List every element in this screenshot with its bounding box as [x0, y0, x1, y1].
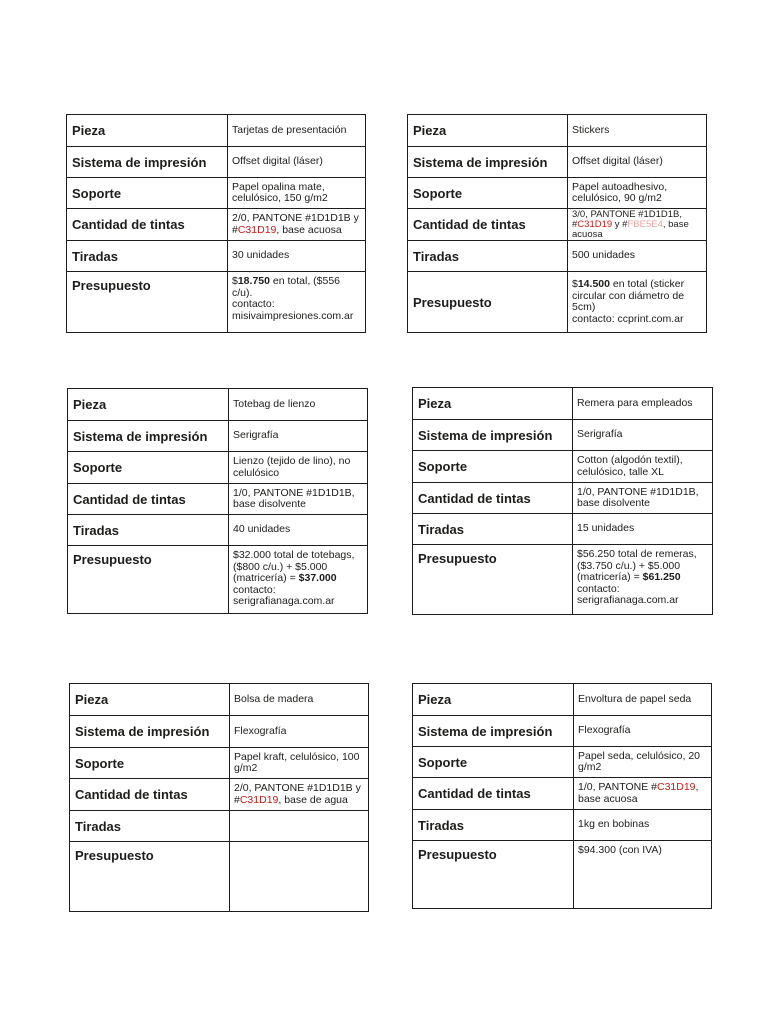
value-soporte: Lienzo (tejido de lino), no celulósico	[229, 452, 368, 484]
spec-card-tarjetas	[66, 114, 366, 333]
label-presupuesto: Presupuesto	[70, 842, 230, 912]
label-pieza: Pieza	[70, 684, 230, 716]
label-presupuesto: Presupuesto	[68, 546, 229, 614]
label-tintas: Cantidad de tintas	[413, 778, 574, 810]
tintas-text-end: , base acuosa	[572, 218, 689, 240]
value-soporte: Cotton (algodón textil), celulósico, talle XL	[573, 451, 713, 483]
pres-text: $56.250 total de remeras, ($3.750 c/u.) + $5.000 (matricería) =	[577, 548, 697, 583]
label-tiradas: Tiradas	[413, 810, 574, 841]
label-sistema: Sistema de impresión	[68, 421, 229, 452]
pres-contact: contacto: misivaimpresiones.com.ar	[232, 298, 354, 322]
row-tiradas	[413, 514, 713, 545]
spec-card-envoltura	[412, 683, 712, 909]
label-tintas: Cantidad de tintas	[413, 483, 573, 514]
pres-text-end: en total (sticker circular con diámetro de 5cm)	[572, 278, 685, 313]
value-soporte: Papel opalina mate, celulósico, 150 g/m2	[228, 178, 366, 209]
row-tiradas	[408, 241, 707, 272]
row-soporte	[413, 451, 713, 483]
tintas-faint-code: FBE5E4	[627, 218, 663, 230]
row-sistema	[413, 716, 712, 747]
tintas-red-code: C31D19	[239, 793, 279, 806]
label-presupuesto: Presupuesto	[67, 272, 228, 333]
value-presupuesto	[573, 545, 713, 615]
label-tiradas: Tiradas	[70, 811, 230, 842]
value-tiradas: 30 unidades	[228, 241, 366, 272]
row-sistema	[67, 147, 366, 178]
row-presupuesto	[408, 272, 707, 333]
row-pieza	[70, 684, 369, 716]
tintas-red-code: C31D19	[577, 218, 613, 230]
row-tiradas	[413, 810, 712, 841]
pres-text-end: en total, ($556 c/u).	[232, 275, 341, 299]
pres-amount: 14.500	[577, 278, 610, 290]
value-presupuesto	[568, 272, 707, 333]
row-sistema	[413, 420, 713, 451]
label-soporte: Soporte	[408, 178, 568, 209]
value-pieza: Remera para empleados	[573, 388, 713, 420]
spec-card-bolsa	[69, 683, 369, 912]
tintas-red-code: C31D19	[237, 223, 277, 236]
label-soporte: Soporte	[68, 452, 229, 484]
tintas-text-end: , base acuosa	[578, 781, 699, 805]
pres-text: $32.000 total de totebags, ($800 c/u.) + $5.000 (matricería) =	[233, 549, 355, 584]
value-tiradas: 500 unidades	[568, 241, 707, 272]
row-tintas	[68, 484, 368, 515]
label-tintas: Cantidad de tintas	[70, 779, 230, 811]
pres-contact: contacto: serigrafianaga.com.ar	[233, 583, 335, 607]
pres-text: $	[572, 278, 578, 290]
row-soporte	[68, 452, 368, 484]
label-soporte: Soporte	[70, 748, 230, 779]
pres-contact: contacto: ccprint.com.ar	[572, 312, 684, 325]
label-pieza: Pieza	[67, 115, 228, 147]
pres-amount: 18.750	[237, 275, 270, 287]
row-tintas	[70, 779, 369, 811]
tintas-text: 2/0, PANTONE #1D1D1B y #	[232, 212, 359, 236]
row-pieza	[68, 389, 368, 421]
value-sistema: Offset digital (láser)	[568, 147, 707, 178]
value-tintas: 1/0, PANTONE #1D1D1B, base disolvente	[229, 484, 368, 515]
row-pieza	[413, 684, 712, 716]
tintas-text-end: , base acuosa	[276, 223, 342, 236]
label-pieza: Pieza	[413, 388, 573, 420]
tintas-text: 1/0, PANTONE #	[578, 781, 657, 793]
value-tintas	[574, 778, 712, 810]
value-presupuesto	[228, 272, 366, 333]
value-tiradas: 40 unidades	[229, 515, 368, 546]
value-sistema: Flexografía	[574, 716, 712, 747]
label-sistema: Sistema de impresión	[413, 420, 573, 451]
value-pieza: Tarjetas de presentación	[228, 115, 366, 147]
row-soporte	[408, 178, 707, 209]
value-presupuesto	[230, 842, 369, 912]
row-sistema	[408, 147, 707, 178]
value-tiradas: 15 unidades	[573, 514, 713, 545]
value-soporte: Papel kraft, celulósico, 100 g/m2	[230, 748, 369, 779]
tintas-text: 3/0, PANTONE #1D1D1B, #	[572, 208, 683, 230]
pres-amount: $37.000	[298, 572, 337, 584]
label-tiradas: Tiradas	[413, 514, 573, 545]
tintas-text-end: , base de agua	[278, 793, 348, 806]
label-pieza: Pieza	[413, 684, 574, 716]
label-pieza: Pieza	[408, 115, 568, 147]
row-soporte	[413, 747, 712, 778]
value-presupuesto: $94.300 (con IVA)	[574, 841, 712, 909]
label-tintas: Cantidad de tintas	[68, 484, 229, 515]
value-sistema: Serigrafía	[229, 421, 368, 452]
label-sistema: Sistema de impresión	[67, 147, 228, 178]
row-tintas	[413, 483, 713, 514]
label-presupuesto: Presupuesto	[408, 272, 568, 333]
pres-contact: contacto: serigrafianaga.com.ar	[577, 582, 679, 606]
value-tintas: 1/0, PANTONE #1D1D1B, base disolvente	[573, 483, 713, 514]
value-sistema: Offset digital (láser)	[228, 147, 366, 178]
row-soporte	[67, 178, 366, 209]
label-sistema: Sistema de impresión	[408, 147, 568, 178]
row-presupuesto	[413, 545, 713, 615]
label-tiradas: Tiradas	[408, 241, 568, 272]
row-tiradas	[70, 811, 369, 842]
value-pieza: Stickers	[568, 115, 707, 147]
value-soporte: Papel seda, celulósico, 20 g/m2	[574, 747, 712, 778]
label-pieza: Pieza	[68, 389, 229, 421]
row-tiradas	[67, 241, 366, 272]
value-tiradas	[230, 811, 369, 842]
row-presupuesto	[70, 842, 369, 912]
label-presupuesto: Presupuesto	[413, 841, 574, 909]
spec-card-remera	[412, 387, 713, 615]
label-tintas: Cantidad de tintas	[408, 209, 568, 241]
label-tintas: Cantidad de tintas	[67, 209, 228, 241]
value-pieza: Envoltura de papel seda	[574, 684, 712, 716]
pres-text: $	[232, 275, 238, 287]
row-tintas	[67, 209, 366, 241]
row-presupuesto	[68, 546, 368, 614]
label-tiradas: Tiradas	[67, 241, 228, 272]
spec-card-totebag	[67, 388, 368, 614]
value-presupuesto	[229, 546, 368, 614]
row-tintas	[413, 778, 712, 810]
value-pieza: Bolsa de madera	[230, 684, 369, 716]
value-soporte: Papel autoadhesivo, celulósico, 90 g/m2	[568, 178, 707, 209]
row-sistema	[68, 421, 368, 452]
spec-card-stickers	[407, 114, 707, 333]
value-tintas	[568, 209, 707, 241]
row-pieza	[67, 115, 366, 147]
label-sistema: Sistema de impresión	[70, 716, 230, 748]
row-soporte	[70, 748, 369, 779]
value-tintas	[230, 779, 369, 811]
label-tiradas: Tiradas	[68, 515, 229, 546]
value-sistema: Flexografía	[230, 716, 369, 748]
row-tintas	[408, 209, 707, 241]
label-sistema: Sistema de impresión	[413, 716, 574, 747]
label-presupuesto: Presupuesto	[413, 545, 573, 615]
value-pieza: Totebag de lienzo	[229, 389, 368, 421]
row-pieza	[413, 388, 713, 420]
row-sistema	[70, 716, 369, 748]
row-presupuesto	[67, 272, 366, 333]
value-tintas	[228, 209, 366, 241]
row-tiradas	[68, 515, 368, 546]
row-pieza	[408, 115, 707, 147]
label-soporte: Soporte	[413, 747, 574, 778]
row-presupuesto	[413, 841, 712, 909]
pres-amount: $61.250	[642, 571, 681, 583]
label-soporte: Soporte	[67, 178, 228, 209]
tintas-text-mid: y #	[612, 218, 628, 230]
value-tiradas: 1kg en bobinas	[574, 810, 712, 841]
label-soporte: Soporte	[413, 451, 573, 483]
tintas-text: 2/0, PANTONE #1D1D1B y #	[234, 782, 361, 806]
value-sistema: Serigrafía	[573, 420, 713, 451]
tintas-red-code: C31D19	[656, 781, 696, 793]
